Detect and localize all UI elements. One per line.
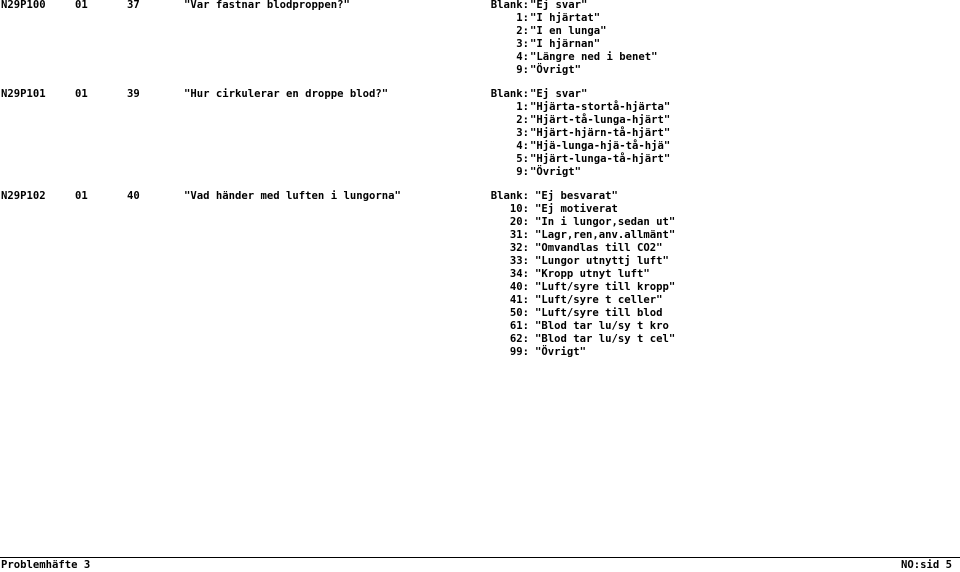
option-code: 31: [509, 229, 529, 241]
option-label: "Luft/syre till blod [535, 307, 663, 319]
variable-col3: 40 [127, 190, 140, 202]
option-label: "Övrigt" [530, 166, 582, 178]
option-code: 9: [516, 64, 529, 76]
footer-rule [0, 557, 960, 558]
option-label: "Omvandlas till CO2" [535, 242, 663, 254]
variable-col2: 01 [75, 190, 88, 202]
option-code: Blank: [490, 88, 529, 100]
option-code: 34: [509, 268, 529, 280]
option-label: "Ej besvarat" [535, 190, 618, 202]
option-label: "Blod tar lu/sy t kro [535, 320, 669, 332]
question-text: "Hur cirkulerar en droppe blod?" [184, 88, 389, 100]
variable-id: N29P102 [1, 190, 46, 202]
option-code: 2: [516, 25, 529, 37]
option-code: 40: [509, 281, 529, 293]
option-code: 2: [516, 114, 529, 126]
option-label: "In i lungor,sedan ut" [535, 216, 676, 228]
option-code: 20: [509, 216, 529, 228]
option-code: 9: [516, 166, 529, 178]
option-label: "Ej motiverat [535, 203, 618, 215]
footer-left: Problemhäfte 3 [1, 559, 91, 571]
question-text: "Vad händer med luften i lungorna" [184, 190, 401, 202]
option-code: 32: [509, 242, 529, 254]
option-code: 4: [516, 51, 529, 63]
option-code: 10: [509, 203, 529, 215]
option-code: 33: [509, 255, 529, 267]
option-label: "Längre ned i benet" [530, 51, 658, 63]
option-label: "Kropp utnyt luft" [535, 268, 650, 280]
option-label: "Hjärt-hjärn-tå-hjärt" [530, 127, 671, 139]
footer-right: NO:sid 5 [900, 559, 952, 571]
option-code: 61: [509, 320, 529, 332]
option-label: "Hjärt-tå-lunga-hjärt" [530, 114, 671, 126]
option-code: 3: [516, 127, 529, 139]
variable-id: N29P101 [1, 88, 46, 100]
option-label: "I en lunga" [530, 25, 607, 37]
option-label: "Lagr,ren,anv.allmänt" [535, 229, 676, 241]
option-label: "Blod tar lu/sy t cel" [535, 333, 676, 345]
option-label: "Hjärt-lunga-tå-hjärt" [530, 153, 671, 165]
option-label: "Lungor utnyttj luft" [535, 255, 669, 267]
variable-id: N29P100 [1, 0, 46, 11]
variable-col3: 37 [127, 0, 140, 11]
option-code: 62: [509, 333, 529, 345]
option-code: 1: [516, 101, 529, 113]
option-label: "I hjärtat" [530, 12, 601, 24]
variable-col3: 39 [127, 88, 140, 100]
option-code: Blank: [490, 190, 529, 202]
option-label: "Luft/syre till kropp" [535, 281, 676, 293]
option-label: "I hjärnan" [530, 38, 601, 50]
variable-col2: 01 [75, 88, 88, 100]
option-code: 4: [516, 140, 529, 152]
option-code: 5: [516, 153, 529, 165]
option-label: "Övrigt" [535, 346, 587, 358]
option-code: 3: [516, 38, 529, 50]
option-label: "Hjä-lunga-hjä-tå-hjä" [530, 140, 671, 152]
option-label: "Ej svar" [530, 0, 588, 11]
option-label: "Luft/syre t celler" [535, 294, 663, 306]
option-label: "Hjärta-stortå-hjärta" [530, 101, 671, 113]
option-label: "Övrigt" [530, 64, 582, 76]
option-code: 99: [509, 346, 529, 358]
option-code: 50: [509, 307, 529, 319]
option-code: 41: [509, 294, 529, 306]
option-code: Blank: [490, 0, 529, 11]
option-code: 1: [516, 12, 529, 24]
option-label: "Ej svar" [530, 88, 588, 100]
question-text: "Var fastnar blodproppen?" [184, 0, 350, 11]
variable-col2: 01 [75, 0, 88, 11]
